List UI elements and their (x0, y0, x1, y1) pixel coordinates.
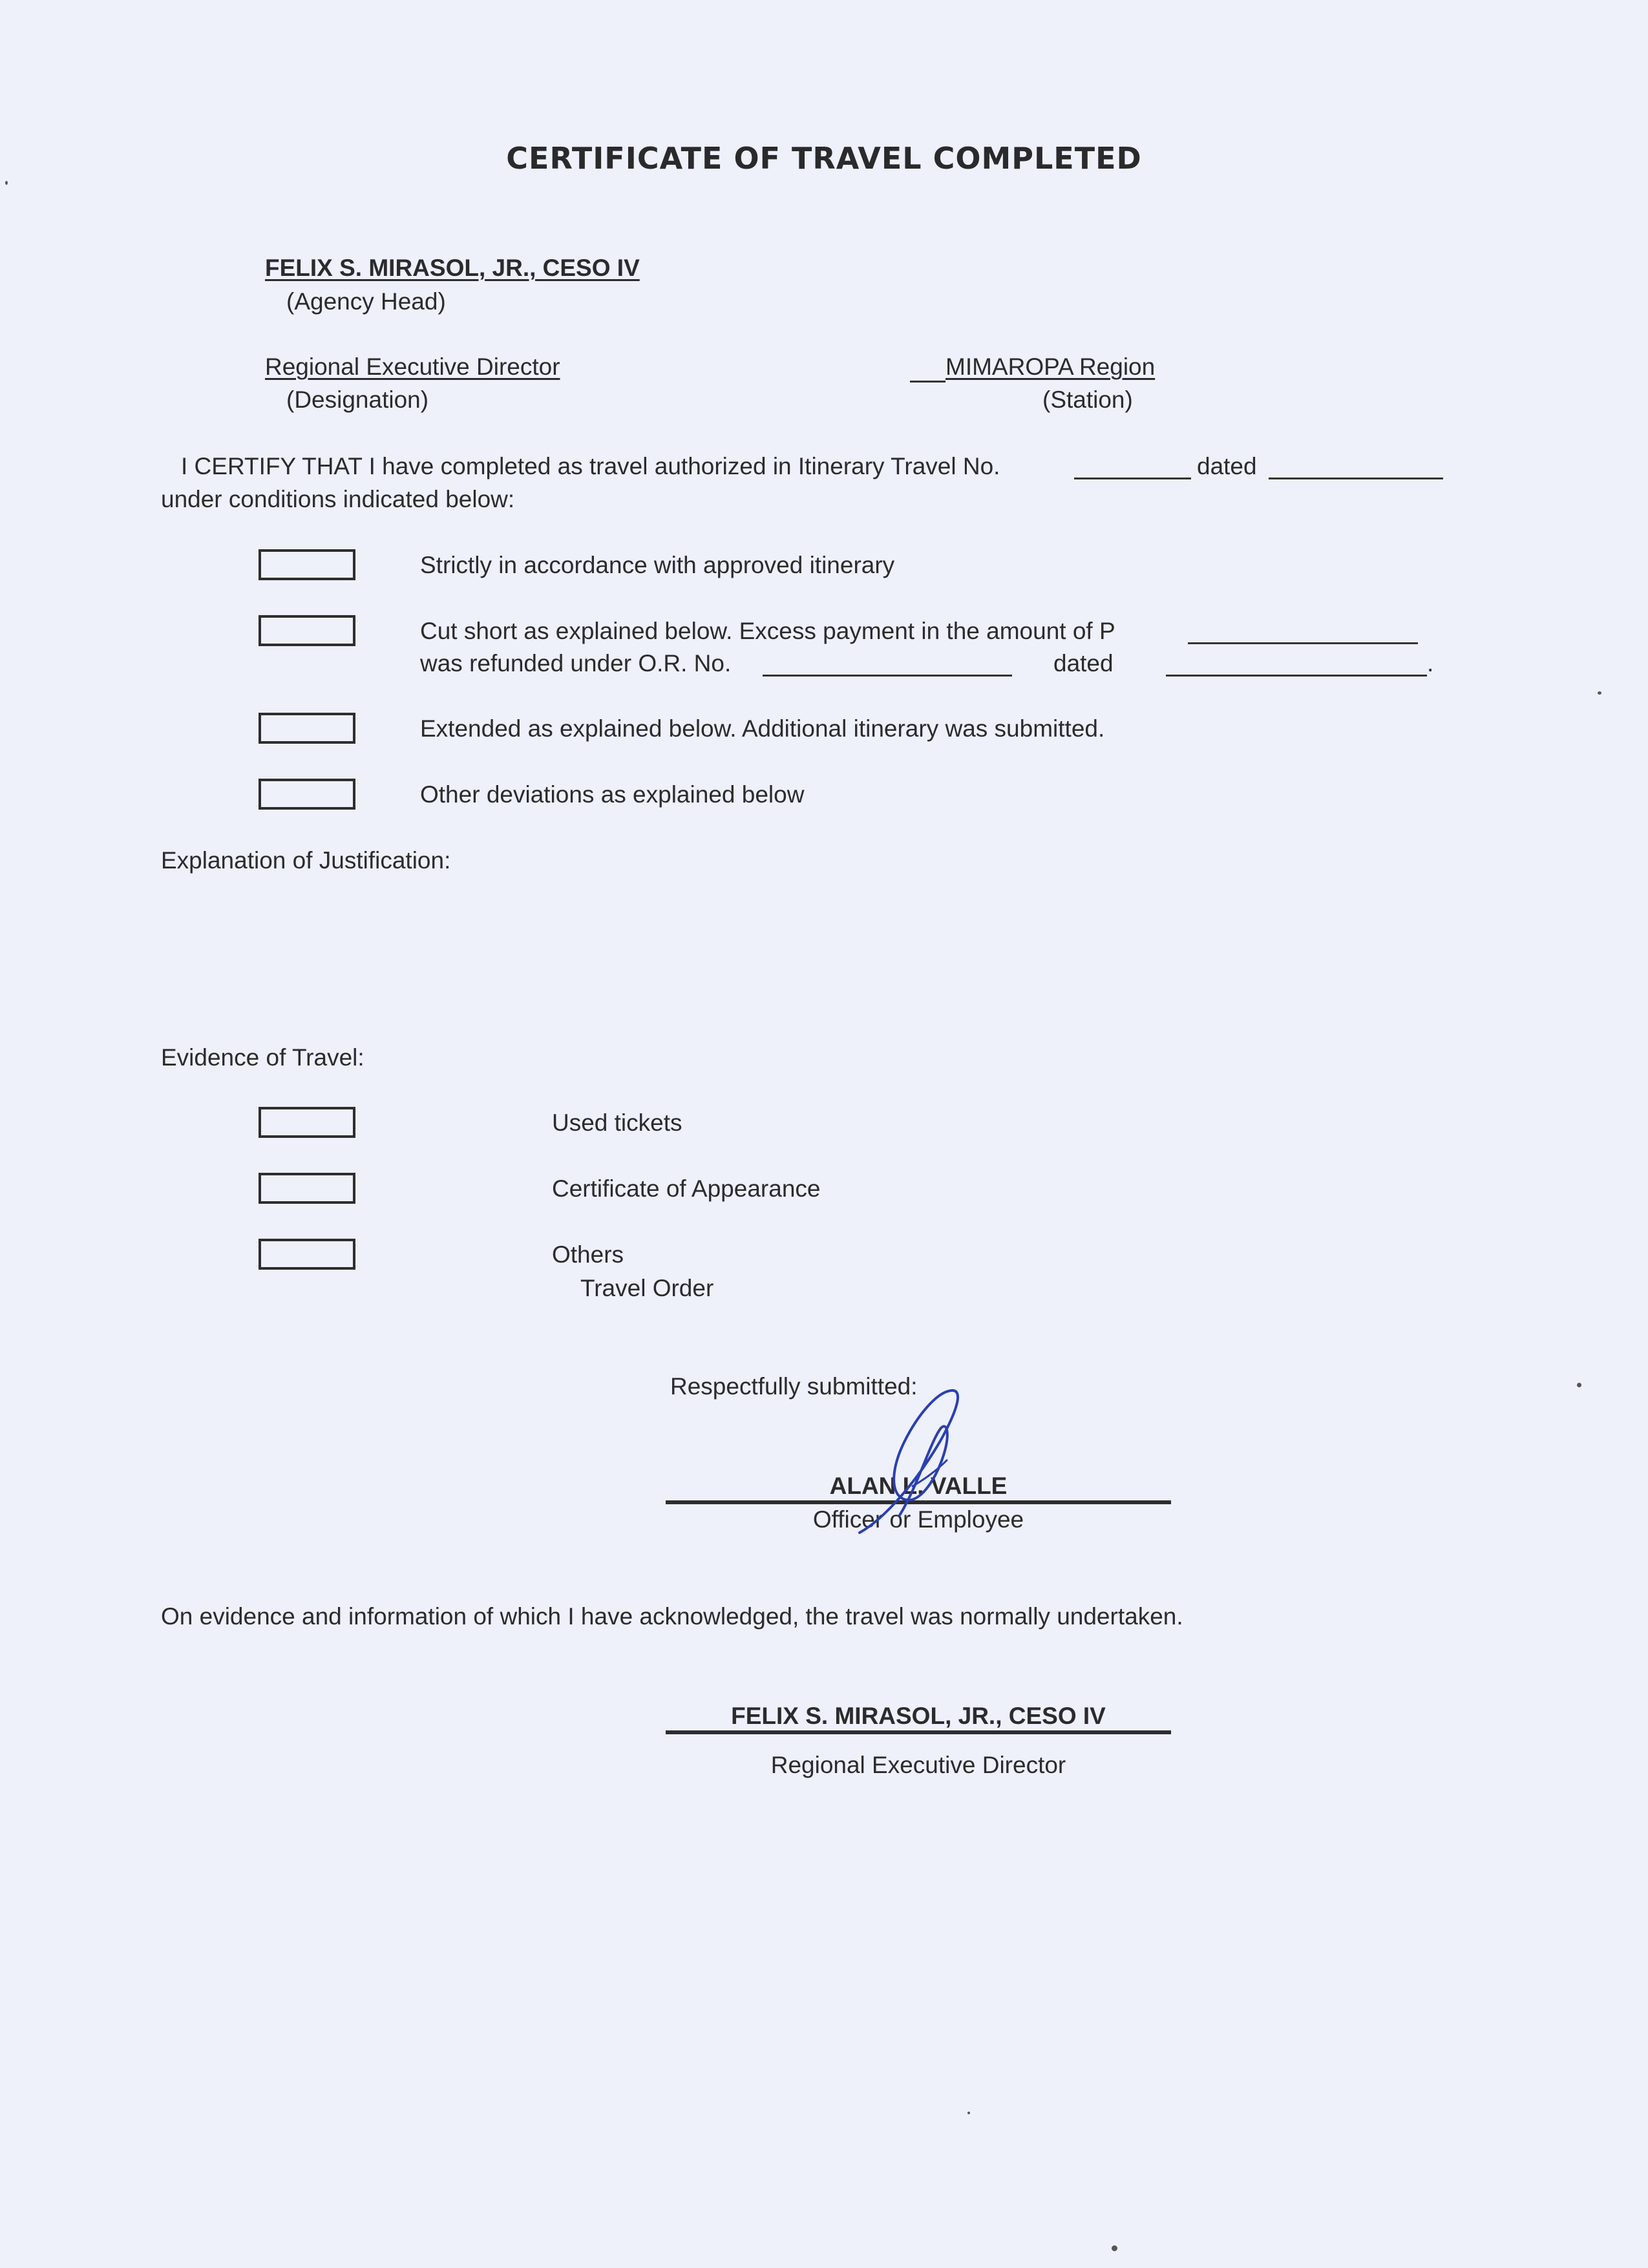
used-tickets-checkbox[interactable] (259, 1107, 355, 1138)
cut-short-label-1: Cut short as explained below. Excess payment in the amount of P (420, 618, 1115, 644)
approver-signature-line (666, 1730, 1171, 1734)
cut-short-checkbox[interactable] (259, 615, 355, 646)
explanation-label: Explanation of Justification: (161, 847, 451, 874)
station-underline-lead (910, 381, 945, 383)
document-title: CERTIFICATE OF TRAVEL COMPLETED (506, 141, 1142, 176)
extended-label: Extended as explained below. Additional itinerary was submitted. (420, 715, 1105, 742)
used-tickets-label: Used tickets (552, 1109, 682, 1136)
certify-dated-label: dated (1197, 453, 1257, 479)
itinerary-no-blank[interactable] (1074, 478, 1191, 479)
other-deviations-checkbox[interactable] (259, 779, 355, 810)
scan-speck (1112, 2245, 1117, 2251)
extended-checkbox[interactable] (259, 713, 355, 744)
refund-date-blank[interactable] (1166, 675, 1427, 677)
cert-appearance-label: Certificate of Appearance (552, 1175, 821, 1202)
evidence-label: Evidence of Travel: (161, 1044, 364, 1071)
acknowledgement-text: On evidence and information of which I have acknowledged, the travel was normally undertaken. (161, 1603, 1183, 1630)
designation-label: (Designation) (286, 386, 429, 413)
cut-short-period: . (1427, 650, 1434, 677)
employee-signature (827, 1383, 989, 1538)
itinerary-date-blank[interactable] (1269, 478, 1443, 479)
others-checkbox[interactable] (259, 1239, 355, 1270)
scan-speck (1598, 691, 1601, 695)
employee-role: Officer or Employee (812, 1506, 1024, 1533)
strict-checkbox[interactable] (259, 549, 355, 580)
employee-name: ALAN L. VALLE (829, 1473, 1008, 1499)
cert-appearance-checkbox[interactable] (259, 1173, 355, 1204)
agency-head-label: (Agency Head) (286, 288, 446, 315)
cut-short-label-2: was refunded under O.R. No. (420, 650, 732, 677)
excess-amount-blank[interactable] (1188, 642, 1418, 644)
cut-short-dated-label: dated (1053, 650, 1114, 677)
or-number-blank[interactable] (763, 675, 1012, 677)
others-label: Others (552, 1241, 624, 1268)
strict-label: Strictly in accordance with approved itinerary (420, 552, 895, 578)
submitted-label: Respectfully submitted: (670, 1373, 918, 1400)
scan-speck (967, 2112, 970, 2114)
scan-speck (5, 181, 8, 185)
certify-line-1: I CERTIFY THAT I have completed as travel authorized in Itinerary Travel No. (181, 453, 1000, 479)
agency-head-name: FELIX S. MIRASOL, JR., CESO IV (265, 255, 640, 281)
designation-value: Regional Executive Director (265, 353, 560, 380)
station-label: (Station) (1042, 386, 1133, 413)
station-value: MIMAROPA Region (945, 353, 1156, 380)
certify-line-2: under conditions indicated below: (161, 486, 515, 512)
approver-name: FELIX S. MIRASOL, JR., CESO IV (731, 1703, 1106, 1729)
scan-speck (1577, 1383, 1581, 1387)
others-detail: Travel Order (580, 1275, 714, 1301)
other-deviations-label: Other deviations as explained below (420, 781, 805, 808)
approver-role: Regional Executive Director (770, 1752, 1066, 1778)
